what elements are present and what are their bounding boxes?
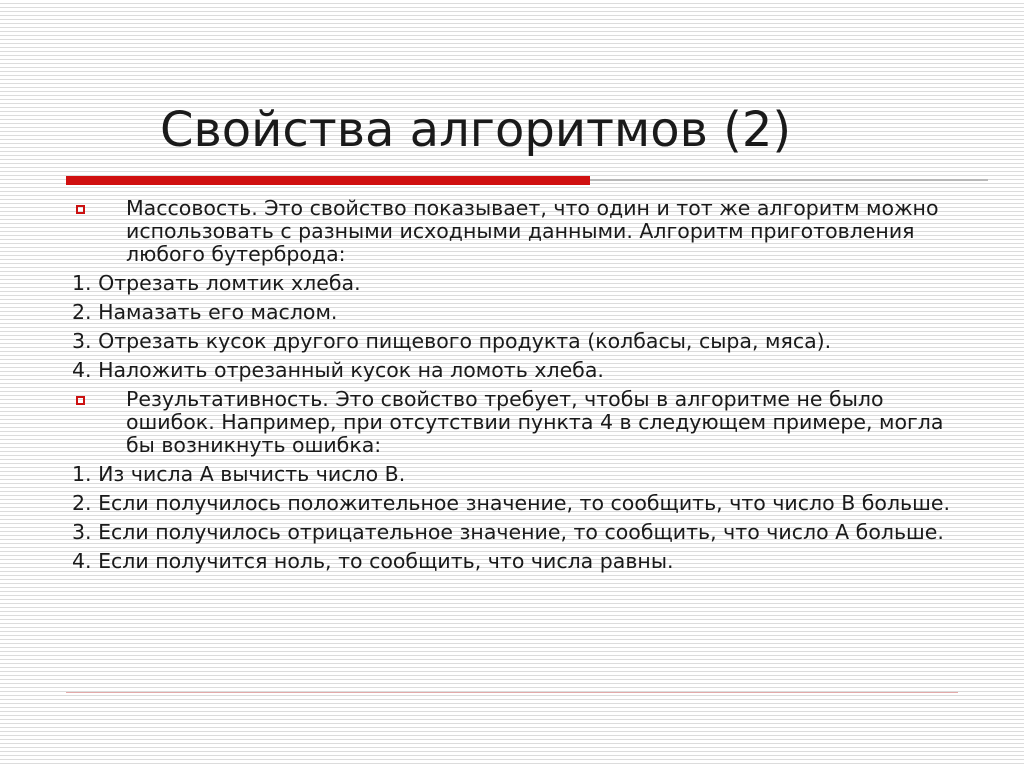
bullet-text: Массовость. Это свойство показывает, что один и тот же алгоритм можно использовать с разными исходными данными. Алгоритм приготовления любого бутерброда: [126,196,939,266]
bullet-text: Результативность. Это свойство требует, чтобы в алгоритме не было ошибок. Например, при отсутствии пункта 4 в следующем примере, могла бы возникнуть ошибка: [126,387,944,457]
hollow-square-bullet-icon [76,205,85,214]
bullet-paragraph-massovost [72,197,972,266]
slide-title: Свойства алгоритмов (2) [160,102,792,158]
list-item: 1. Отрезать ломтик хлеба. [72,271,361,295]
list-item: 1. Из числа А вычисть число В. [72,462,406,486]
list-item: 2. Намазать его маслом. [72,300,338,324]
list-item: 2. Если получилось положительное значение, то сообщить, что число В больше. [72,491,951,515]
title-underline-red [66,176,590,185]
hollow-square-bullet-icon [76,396,85,405]
list-item: 4. Если получится ноль, то сообщить, что числа равны. [72,549,674,573]
slide-body [72,197,972,579]
list-item: 4. Наложить отрезанный кусок на ломоть хлеба. [72,358,604,382]
bullet-paragraph-rezultativnost [72,388,972,457]
bottom-divider [66,692,958,693]
list-item: 3. Отрезать кусок другого пищевого продукта (колбасы, сыра, мяса). [72,329,832,353]
list-item: 3. Если получилось отрицательное значение, то сообщить, что число А больше. [72,520,944,544]
